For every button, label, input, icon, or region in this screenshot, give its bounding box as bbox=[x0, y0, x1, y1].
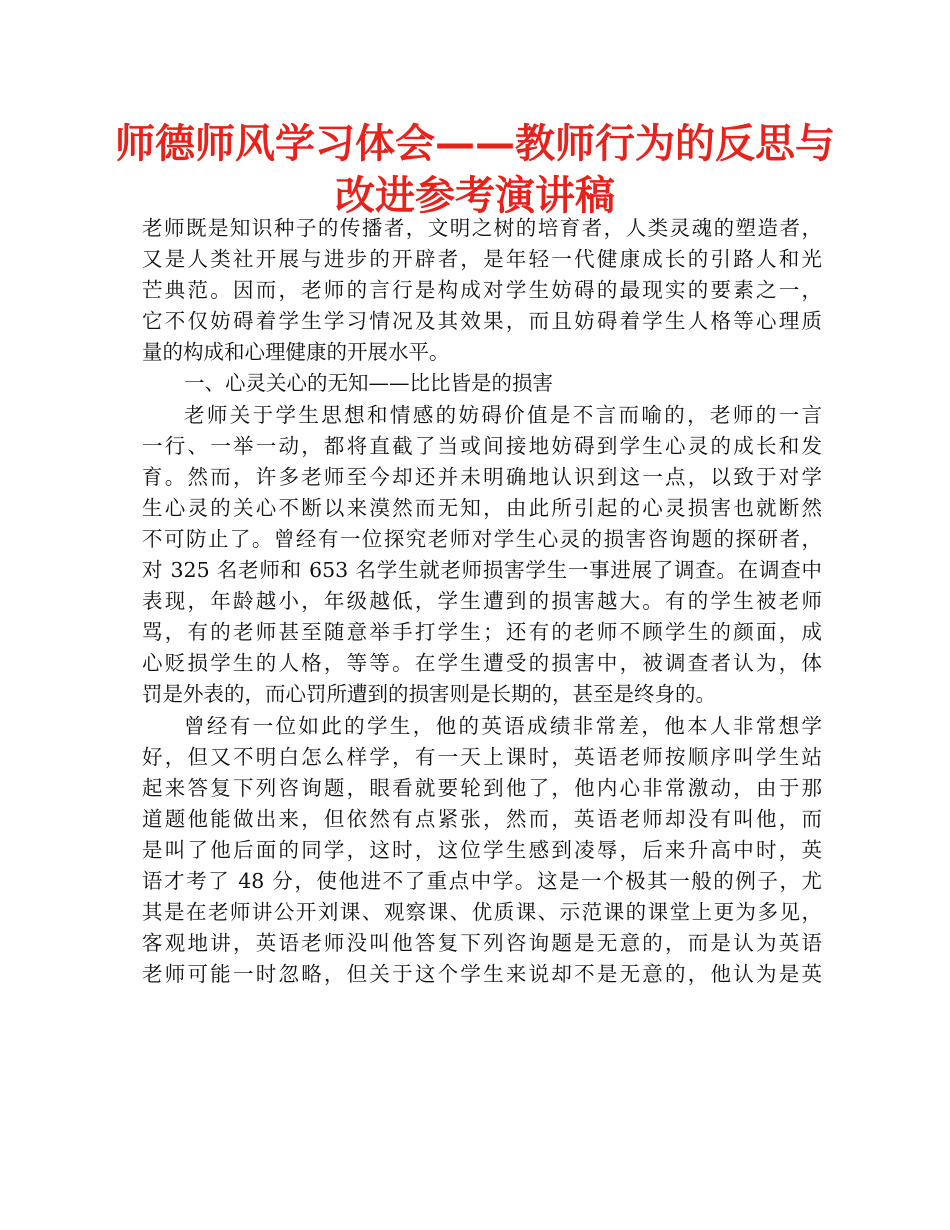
text-line: 量的构成和心理健康的开展水平。 bbox=[142, 340, 450, 365]
text-line: 生心灵的关心不断以来漠然而无知，由此所引起的心灵损害也就断然 bbox=[142, 495, 822, 520]
document-title bbox=[100, 118, 850, 222]
text-line: 起来答复下列咨询题，眼看就要轮到他了，他内心非常激动，由于那 bbox=[142, 775, 822, 800]
title-line: 师德师风学习体会——教师行为的反思与 bbox=[115, 121, 835, 167]
text-line: 育。然而，许多老师至今却还并未明确地认识到这一点，以致于对学 bbox=[142, 464, 822, 489]
text-line: 曾经有一位如此的学生，他的英语成绩非常差，他本人非常想学 bbox=[184, 713, 822, 738]
text-line: 其是在老师讲公开刘课、观察课、优质课、示范课的课堂上更为多见， bbox=[142, 900, 822, 925]
text-line: 道题他能做出来，但依然有点紧张，然而，英语老师却没有叫他，而 bbox=[142, 806, 822, 831]
text-line: 客观地讲，英语老师没叫他答复下列咨询题是无意的，而是认为英语 bbox=[142, 931, 822, 956]
document-body bbox=[142, 213, 822, 990]
text-line: 语才考了 48 分，使他进不了重点中学。这是一个极其一般的例子，尤 bbox=[142, 868, 822, 893]
section-heading bbox=[142, 368, 822, 399]
text-line: 是叫了他后面的同学，这时，这位学生感到凌辱，后来升高中时，英 bbox=[142, 837, 822, 862]
text-line: 罚是外表的，而心罚所遭到的损害则是长期的，甚至是终身的。 bbox=[142, 682, 716, 707]
paragraph bbox=[142, 400, 822, 711]
text-line: 好，但又不明白怎么样学，有一天上课时，英语老师按顺序叫学生站 bbox=[142, 744, 822, 769]
title-line: 改进参考演讲稿 bbox=[335, 173, 615, 219]
text-line: 老师既是知识种子的传播者，文明之树的培育者，人类灵魂的塑造者， bbox=[142, 216, 822, 240]
text-line: 不可防止了。曾经有一位探究老师对学生心灵的损害咨询题的探研者， bbox=[142, 526, 822, 551]
paragraph bbox=[142, 711, 822, 991]
text-line: 老师可能一时忽略，但关于这个学生来说却不是无意的，他认为是英 bbox=[142, 962, 822, 987]
text-line: 一、心灵关心的无知——比比皆是的损害 bbox=[184, 371, 553, 396]
paragraph bbox=[142, 213, 822, 368]
text-line: 它不仅妨碍着学生学习情况及其效果，而且妨碍着学生人格等心理质 bbox=[142, 309, 822, 334]
text-line: 对 325 名老师和 653 名学生就老师损害学生一事进展了调查。在调查中 bbox=[142, 558, 822, 583]
text-line: 骂，有的老师甚至随意举手打学生；还有的老师不顾学生的颜面，成 bbox=[142, 620, 822, 645]
text-line: 芒典范。因而，老师的言行是构成对学生妨碍的最现实的要素之一， bbox=[142, 278, 822, 303]
text-line: 心贬损学生的人格，等等。在学生遭受的损害中，被调查者认为，体 bbox=[142, 651, 822, 676]
text-line: 表现，年龄越小，年级越低，学生遭到的损害越大。有的学生被老师 bbox=[142, 589, 822, 614]
text-line: 一行、一举一动，都将直截了当或间接地妨碍到学生心灵的成长和发 bbox=[142, 433, 822, 458]
text-line: 老师关于学生思想和情感的妨碍价值是不言而喻的，老师的一言 bbox=[184, 402, 822, 427]
text-line: 又是人类社开展与进步的开辟者，是年轻一代健康成长的引路人和光 bbox=[142, 247, 822, 272]
